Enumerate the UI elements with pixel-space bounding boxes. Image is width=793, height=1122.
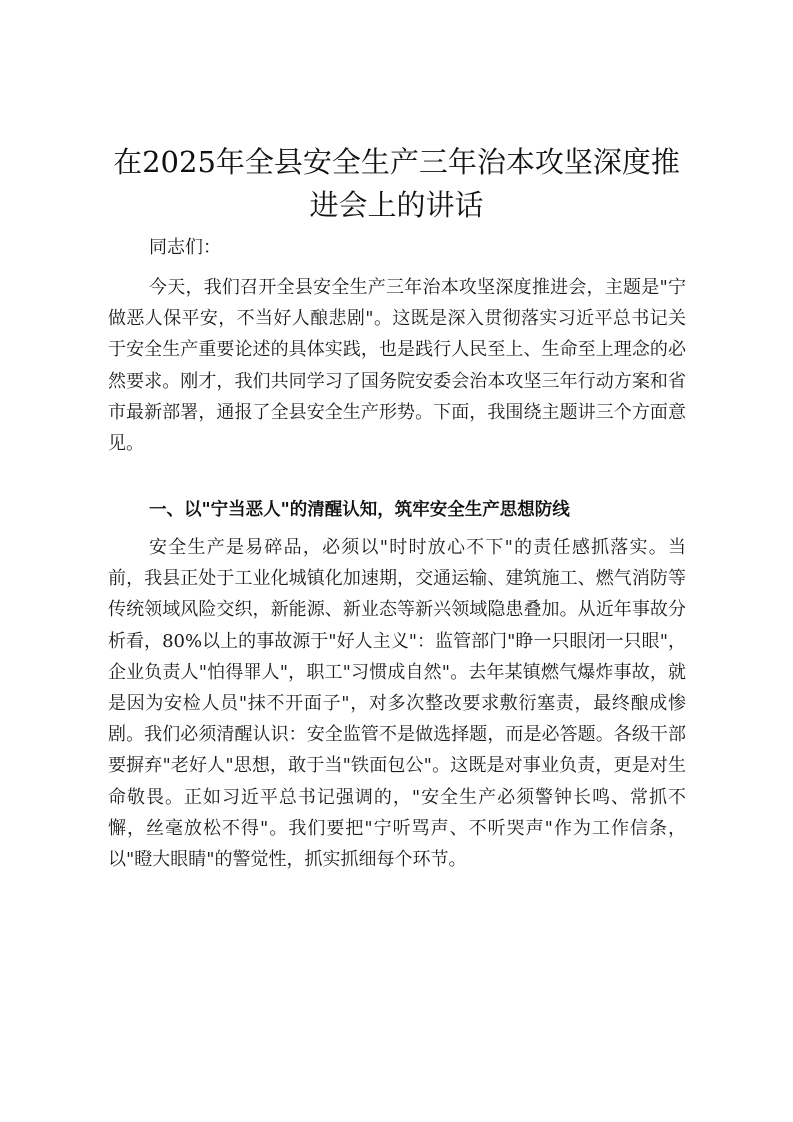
section-heading-1: 一、以"宁当恶人"的清醒认知，筑牢安全生产思想防线 — [149, 500, 570, 520]
section-paragraph-1: 安全生产是易碎品，必须以"时时放心不下"的责任感抓落实。当前，我县正处于工业化城镇化加速期，交通运输、建筑施工、燃气消防等传统领域风险交织，新能源、新业态等新兴领域隐患叠加。从近年事故分析看，80%以上的事故源于"好人主义"：监管部门"睁一只眼闭一只眼"，企业负责人"怕得罪人"，职工"习惯成自然"。去年某镇燃气爆炸事故，就是因为安检人员"抹不开面子"，对多次整改要求敷衍塞责，最终酿成惨剧。我们必须清醒认识：安全监管不是做选择题，而是必答题。各级干部要摒弃"老好人"思想，敢于当"铁面包公"。这既是对事业负责，更是对生命敬畏。正如习近平总书记强调的，"安全生产必须警钟长鸣、常抓不懈，丝毫放松不得"。我们要把"宁听骂声、不听哭声"作为工作信条，以"瞪大眼睛"的警觉性，抓实抓细每个环节。 — [108, 537, 686, 871]
opening-paragraph: 今天，我们召开全县安全生产三年治本攻坚深度推进会，主题是"宁做恶人保平安，不当好人酿悲剧"。这既是深入贯彻落实习近平总书记关于安全生产重要论述的具体实践，也是践行人民至上、生命至上理念的必然要求。刚才，我们共同学习了国务院安委会治本攻坚三年行动方案和省市最新部署，通报了全县安全生产形势。下面，我围绕主题讲三个方面意见。 — [108, 277, 686, 455]
salutation: 同志们： — [149, 237, 221, 258]
document-title: 在2025年全县安全生产三年治本攻坚深度推进会上的讲话 — [113, 145, 680, 222]
